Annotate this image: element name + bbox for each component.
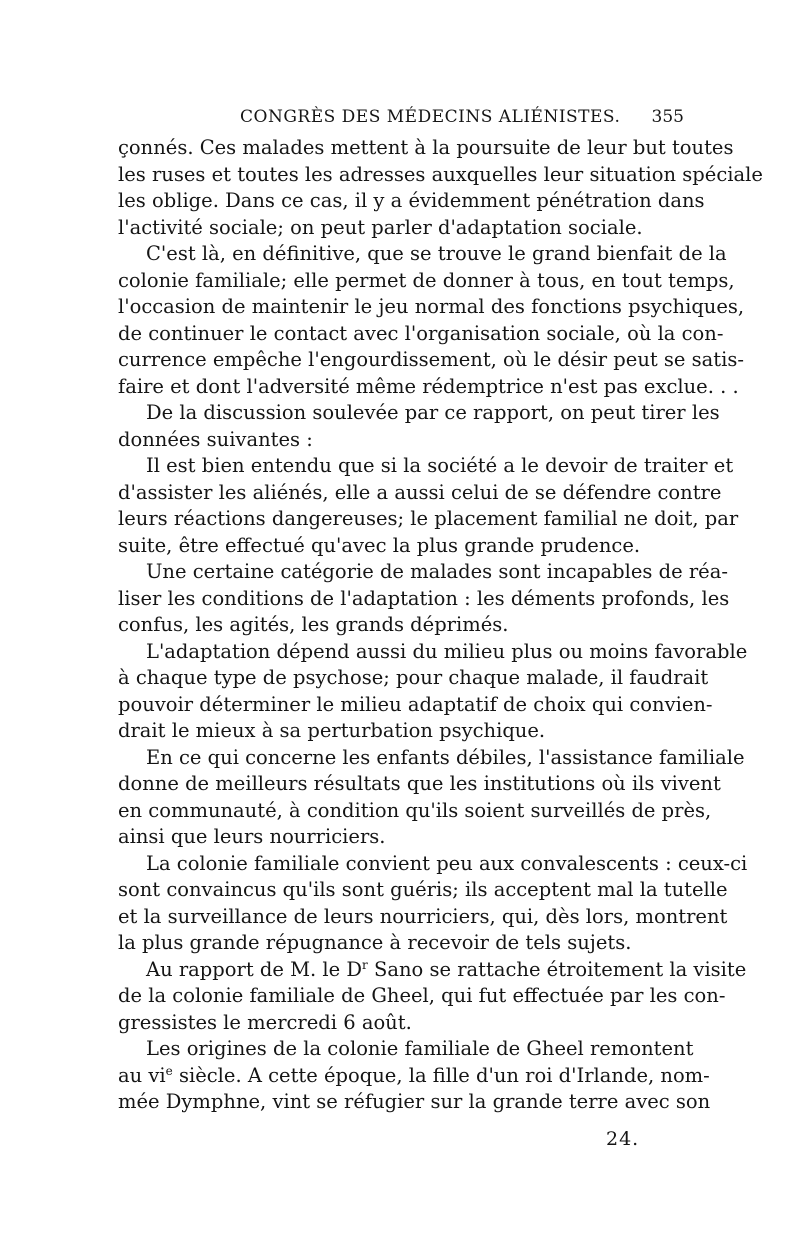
text-line: les oblige. Dans ce cas, il y a évidemment pénétration dans: [118, 189, 705, 212]
text-line: suite, être effectué qu'avec la plus grande prudence.: [118, 533, 641, 557]
page-header: [118, 103, 684, 131]
text-line: L'adaptation dépend aussi du milieu plus ou moins favorable: [146, 639, 748, 663]
text-line: sont convaincus qu'ils sont guéris; ils acceptent mal la tutelle: [118, 878, 728, 901]
text-line: données suivantes :: [118, 427, 313, 451]
text-line: En ce qui concerne les enfants débiles, l'assistance familiale: [146, 745, 745, 769]
text-line: confus, les agités, les grands déprimés.: [118, 613, 509, 636]
text-line: Il est bien entendu que si la société a le devoir de traiter et: [146, 454, 734, 477]
text-line: l'occasion de maintenir le jeu normal des fonctions psychiques,: [118, 295, 745, 318]
text-line: pouvoir déterminer le milieu adaptatif de choix qui convien-: [118, 692, 713, 716]
text-line: De la discussion soulevée par ce rapport, on peut tirer les: [146, 401, 720, 424]
text-line: leurs réactions dangereuses; le placement familial ne doit, par: [118, 507, 739, 530]
line-segment: Au rapport de M. le D: [146, 957, 363, 981]
page-number: 355: [651, 107, 684, 127]
running-title: CONGRÈS DES MÉDECINS ALIÉNISTES.: [240, 107, 621, 127]
text-line: d'assister les aliénés, elle a aussi celui de se défendre contre: [118, 480, 722, 504]
superscript: r: [362, 957, 368, 972]
signature-mark: 24.: [606, 1128, 640, 1150]
line-segment: au: [118, 1063, 149, 1087]
superscript: e: [165, 1063, 173, 1078]
text-line-with-superscript: [118, 1063, 710, 1090]
line-segment: siècle. A cette époque, la fille d'un roi d'Irlande, nom-: [172, 1063, 710, 1087]
text-line: drait le mieux à sa perturbation psychique.: [118, 719, 546, 742]
text-line: les ruses et toutes les adresses auxquelles leur situation spéciale: [118, 162, 763, 186]
text-line: à chaque type de psychose; pour chaque malade, il faudrait: [118, 666, 709, 689]
text-line: de continuer le contact avec l'organisation sociale, où la con-: [118, 321, 724, 345]
text-line: Les origines de la colonie familiale de Gheel remontent: [146, 1037, 694, 1060]
line-segment: Sano se rattache étroitement la visite: [367, 957, 747, 981]
text-line: currence empêche l'engourdissement, où le désir peut se satis-: [118, 348, 744, 371]
text-line: Une certaine catégorie de malades sont incapables de réa-: [146, 560, 728, 583]
text-line: et la surveillance de leurs nourriciers, qui, dès lors, montrent: [118, 904, 728, 928]
text-line: ainsi que leurs nourriciers.: [118, 825, 386, 848]
text-line: la plus grande répugnance à recevoir de tels sujets.: [118, 931, 632, 954]
text-line: mée Dymphne, vint se réfugier sur la grande terre avec son: [118, 1090, 711, 1113]
body-text: [118, 135, 763, 1116]
text-line: colonie familiale; elle permet de donner à tous, en tout temps,: [118, 268, 735, 292]
text-line: gressistes le mercredi 6 août.: [118, 1010, 412, 1034]
text-line-with-superscript: [118, 957, 747, 984]
text-line: de la colonie familiale de Gheel, qui fut effectuée par les con-: [118, 984, 726, 1007]
text-line: en communauté, à condition qu'ils soient surveillés de près,: [118, 798, 712, 822]
text-line: C'est là, en définitive, que se trouve le grand bienfait de la: [146, 242, 727, 265]
roman-numeral: vi: [148, 1063, 166, 1087]
text-line: çonnés. Ces malades mettent à la poursuite de leur but toutes: [118, 136, 734, 159]
text-line: l'activité sociale; on peut parler d'adaptation sociale.: [118, 215, 643, 239]
text-line: La colonie familiale convient peu aux convalescents : ceux-ci: [146, 851, 748, 875]
text-line: faire et dont l'adversité même rédemptrice n'est pas exclue. . .: [118, 374, 739, 398]
text-line: liser les conditions de l'adaptation : les déments profonds, les: [118, 586, 730, 610]
text-line: donne de meilleurs résultats que les institutions où ils vivent: [118, 772, 721, 795]
